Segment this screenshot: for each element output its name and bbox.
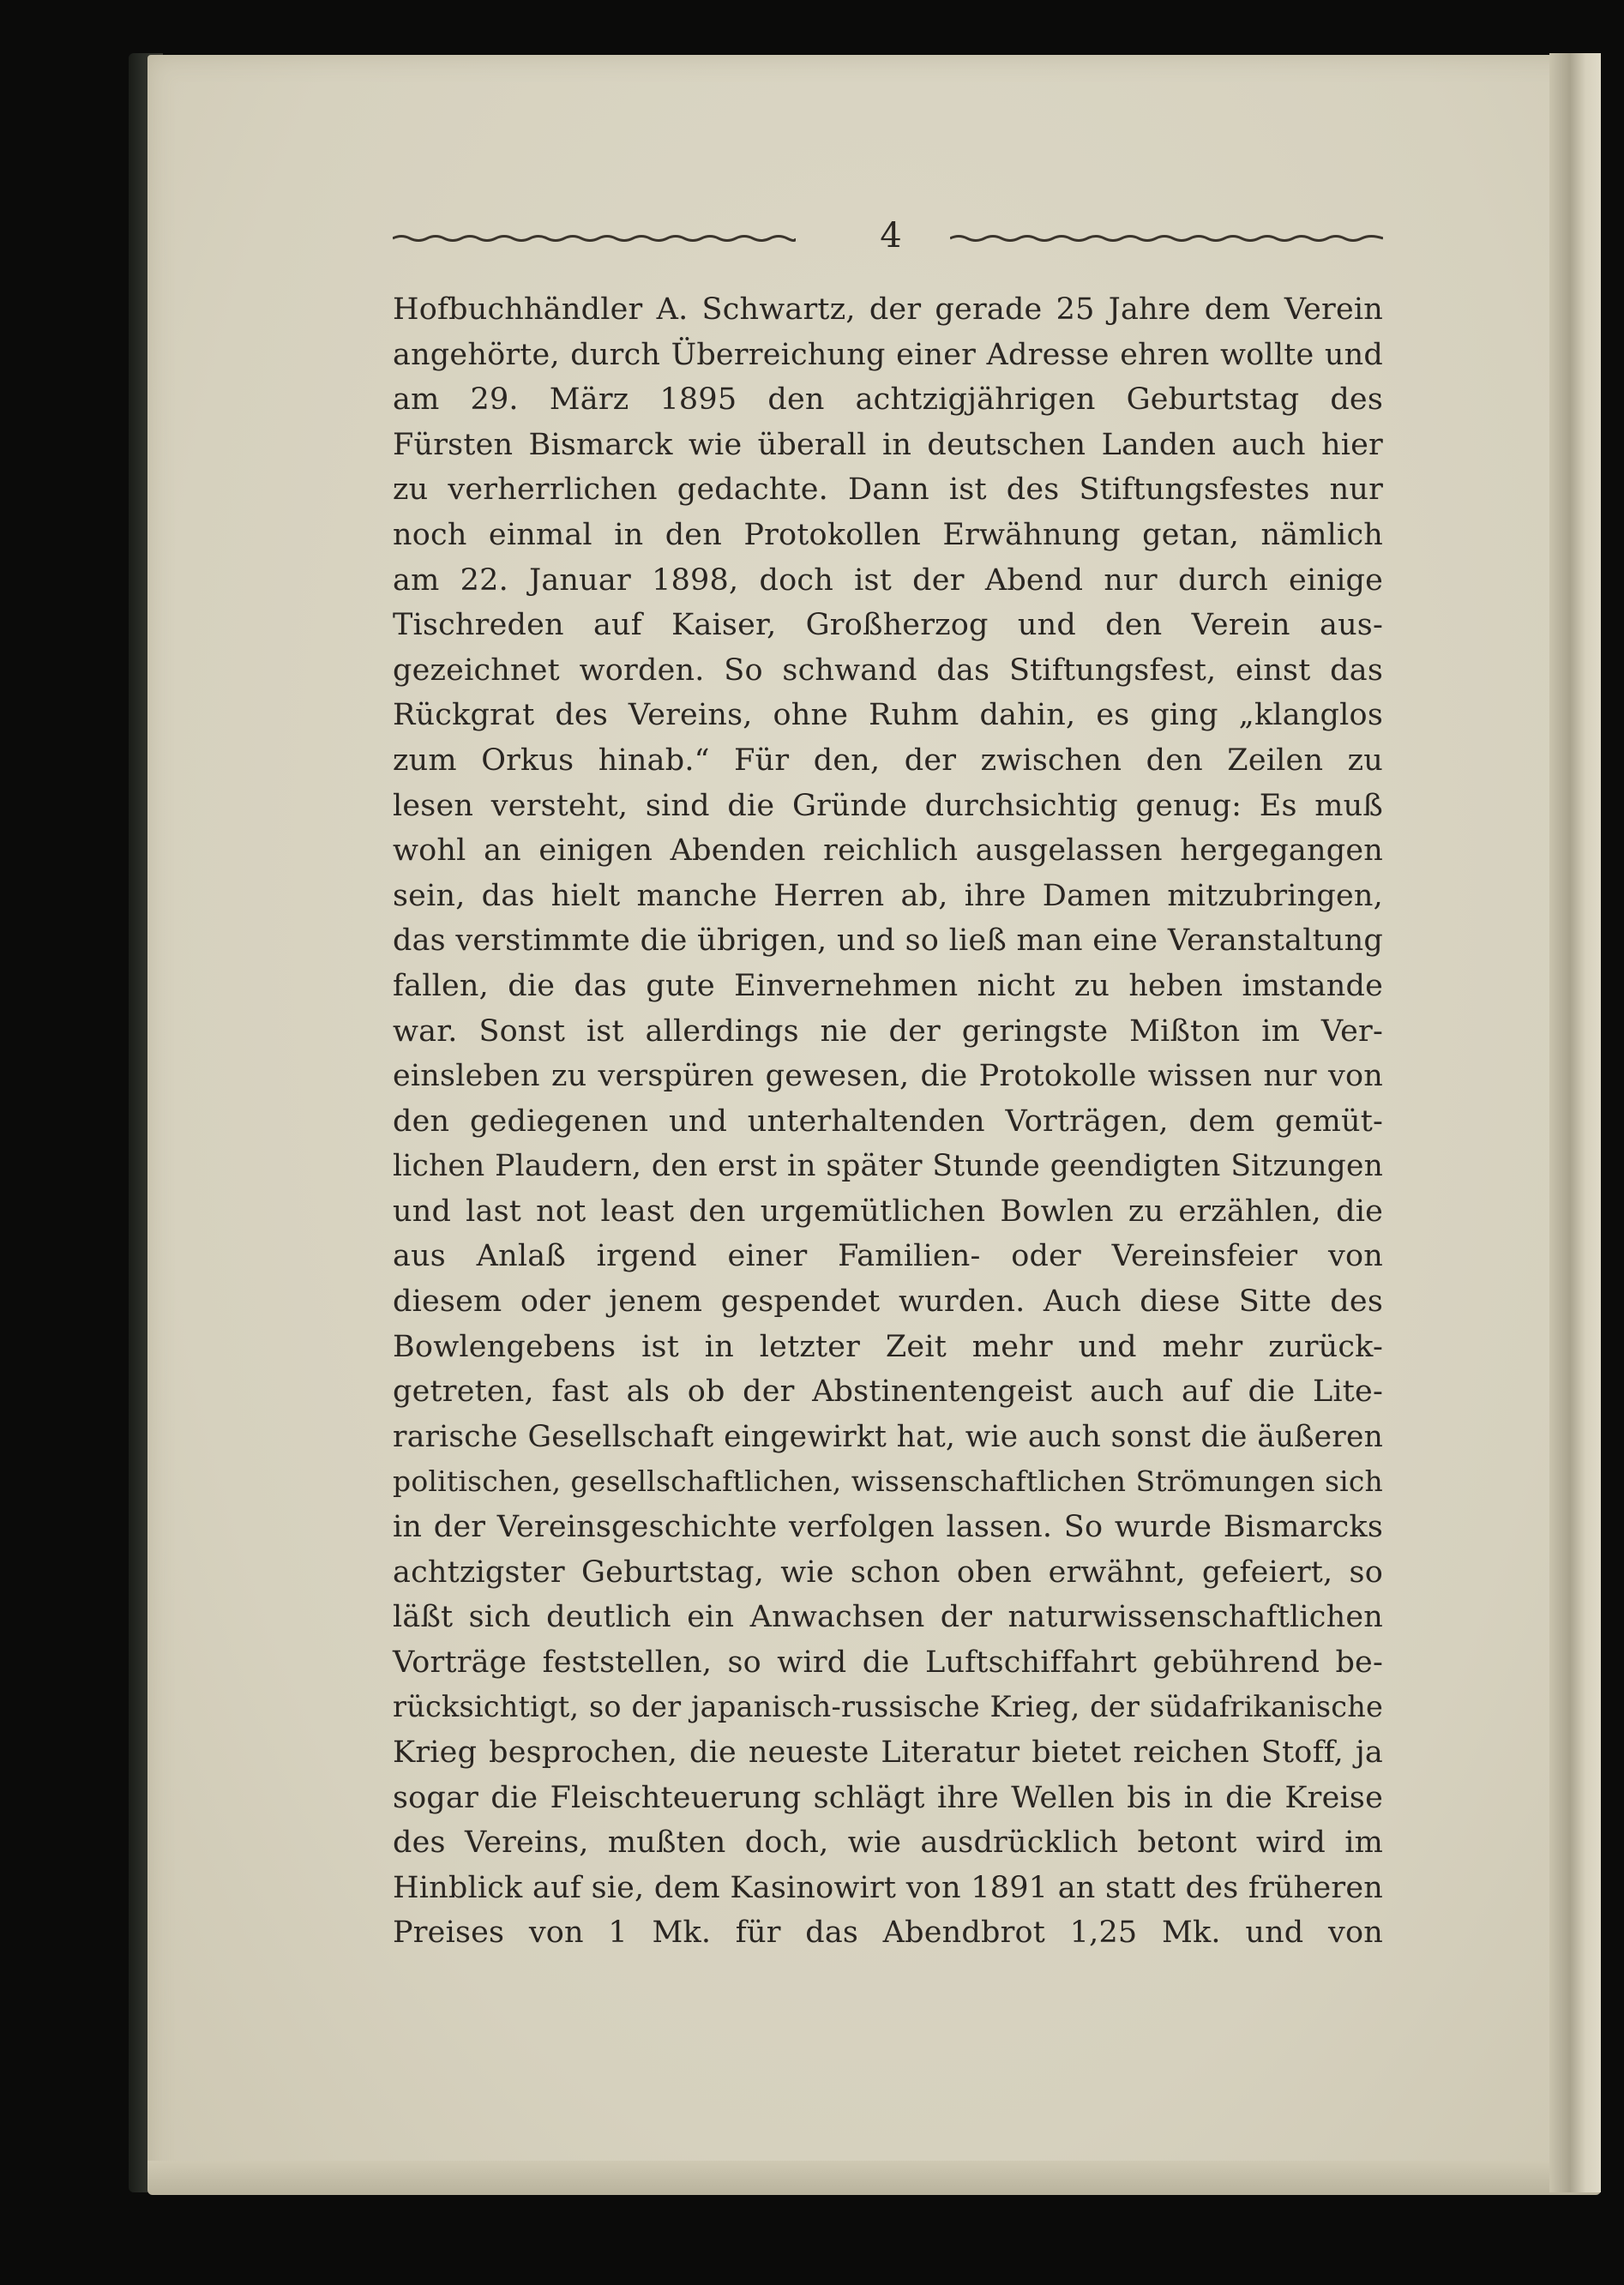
text-line: war. Sonst ist allerdings nie der geringste Mißton im Ver- xyxy=(393,1013,1383,1049)
text-line: sein, das hielt manche Herren ab, ihre Damen mitzubringen, xyxy=(393,878,1383,913)
text-line: Hinblick auf sie, dem Kasinowirt von 1891 an statt des früheren xyxy=(393,1870,1383,1905)
text-line: noch einmal in den Protokollen Erwähnung getan, nämlich xyxy=(393,517,1383,552)
text-line: das verstimmte die übrigen, und so ließ man eine Veranstaltung xyxy=(393,923,1383,959)
text-line: lesen versteht, sind die Gründe durchsichtig genug: Es muß xyxy=(393,788,1383,823)
text-line: aus Anlaß irgend einer Familien- oder Vereinsfeier von xyxy=(393,1239,1383,1274)
text-line: sogar die Fleischteuerung schlägt ihre Wellen bis in die Kreise xyxy=(393,1780,1383,1815)
text-line: rücksichtigt, so der japanisch-russische Krieg, der südafrikanische xyxy=(393,1690,1383,1724)
text-line: und last not least den urgemütlichen Bowlen zu erzählen, die xyxy=(393,1194,1383,1229)
text-line: achtzigster Geburtstag, wie schon oben erwähnt, gefeiert, so xyxy=(393,1554,1383,1590)
text-line: diesem oder jenem gespendet wurden. Auch diese Sitte des xyxy=(393,1284,1383,1320)
text-line: Tischreden auf Kaiser, Großherzog und den Verein aus- xyxy=(393,608,1383,643)
text-line: Preises von 1 Mk. für das Abendbrot 1,25 Mk. und von xyxy=(393,1915,1383,1951)
text-line: läßt sich deutlich ein Anwachsen der naturwissenschaftlichen xyxy=(393,1600,1383,1635)
text-line: getreten, fast als ob der Abstinentengeist auch auf die Lite- xyxy=(393,1374,1383,1410)
page-number: 4 xyxy=(880,216,902,256)
text-line: Rückgrat des Vereins, ohne Ruhm dahin, es ging „klanglos xyxy=(393,698,1383,733)
text-line: zum Orkus hinab.“ Für den, der zwischen den Zeilen zu xyxy=(393,743,1383,778)
text-line: des Vereins, mußten doch, wie ausdrücklich betont wird im xyxy=(393,1825,1383,1861)
text-line: Fürsten Bismarck wie überall in deutschen Landen auch hier xyxy=(393,427,1383,462)
text-line: in der Vereinsgeschichte verfolgen lassen. So wurde Bismarcks xyxy=(393,1510,1383,1545)
text-line: wohl an einigen Abenden reichlich ausgelassen hergegangen xyxy=(393,833,1383,869)
text-line: Hofbuchhändler A. Schwartz, der gerade 25 Jahre dem Verein xyxy=(393,292,1383,327)
text-line: lichen Plaudern, den erst in später Stunde geendigten Sitzungen xyxy=(393,1149,1383,1184)
header-ornament-left xyxy=(393,234,796,243)
book-gutter xyxy=(1549,53,1601,2192)
text-line: am 29. März 1895 den achtzigjährigen Geburtstag des xyxy=(393,382,1383,418)
text-line: Bowlengebens ist in letzter Zeit mehr und mehr zurück- xyxy=(393,1329,1383,1364)
text-line: zu verherrlichen gedachte. Dann ist des Stiftungsfestes nur xyxy=(393,472,1383,508)
text-line: gezeichnet worden. So schwand das Stiftungsfest, einst das xyxy=(393,652,1383,688)
text-line: fallen, die das gute Einvernehmen nicht zu heben imstande xyxy=(393,968,1383,1003)
text-line: rarische Gesellschaft eingewirkt hat, wie auch sonst die äußeren xyxy=(393,1419,1383,1454)
text-line: einsleben zu verspüren gewesen, die Protokolle wissen nur von xyxy=(393,1059,1383,1094)
text-line: angehörte, durch Überreichung einer Adresse ehren wollte und xyxy=(393,337,1383,372)
text-line: politischen, gesellschaftlichen, wissenschaftlichen Strömungen sich xyxy=(393,1464,1383,1499)
text-line: am 22. Januar 1898, doch ist der Abend nur durch einige xyxy=(393,562,1383,598)
page-stack-edge xyxy=(147,2161,1601,2195)
text-line: Vorträge feststellen, so wird die Luftschiffahrt gebührend be- xyxy=(393,1645,1383,1680)
text-line: den gediegenen und unterhaltenden Vorträgen, dem gemüt- xyxy=(393,1103,1383,1139)
text-line: Krieg besprochen, die neueste Literatur bietet reichen Stoff, ja xyxy=(393,1735,1383,1770)
header-ornament-right xyxy=(950,234,1383,243)
body-text xyxy=(393,287,1383,1956)
page-header xyxy=(393,216,1383,256)
